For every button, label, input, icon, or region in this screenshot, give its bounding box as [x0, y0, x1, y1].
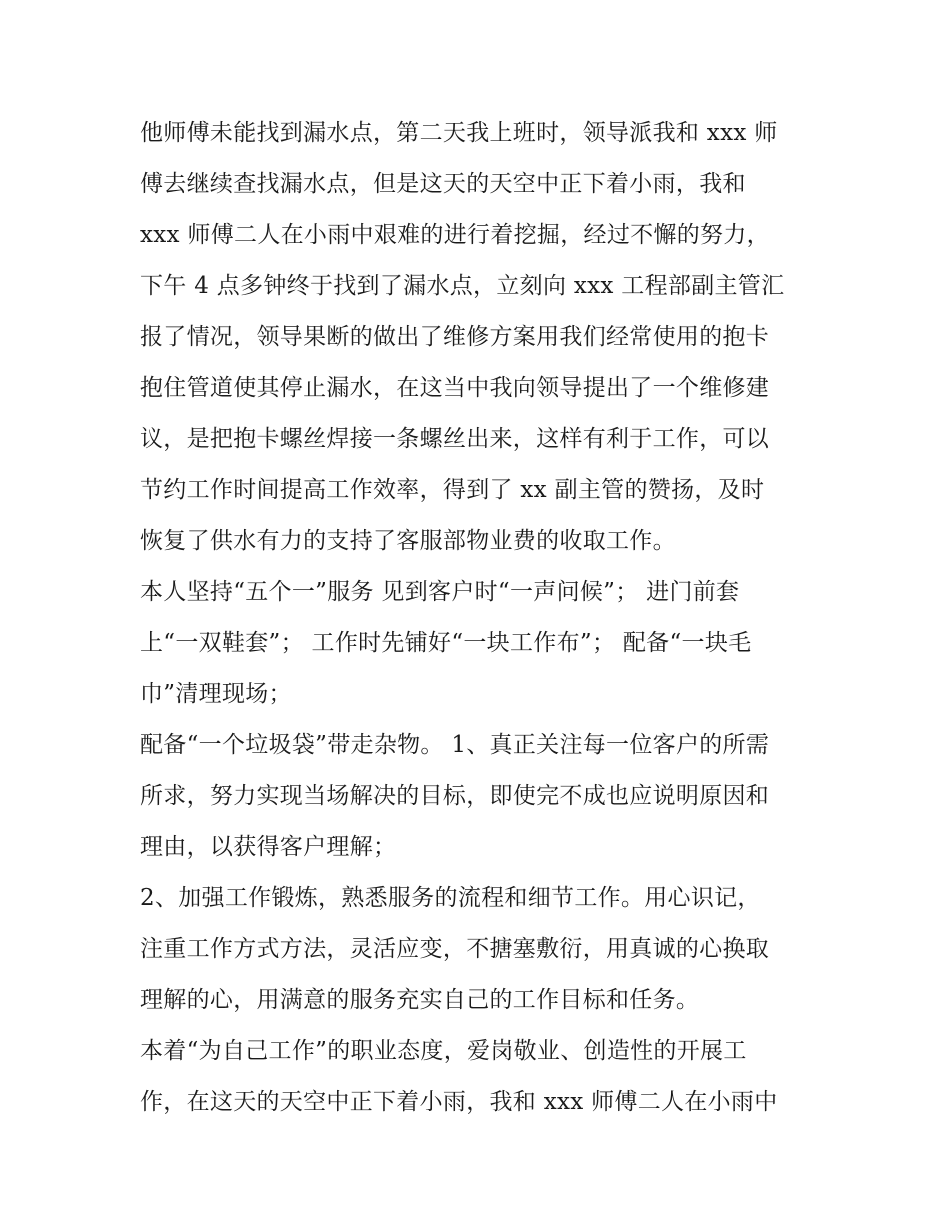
text-line: xxx 师傅二人在小雨中艰难的进行着挖掘，经过不懈的努力， — [140, 222, 770, 248]
text-line: 抱住管道使其停止漏水，在这当中我向领导提出了一个维修建 — [140, 375, 770, 401]
text-line: 议，是把抱卡螺丝焊接一条螺丝出来，这样有利于工作，可以 — [140, 426, 770, 452]
text-line: 配备“一个垃圾袋”带走杂物。 1、真正关注每一位客户的所需 — [140, 732, 770, 758]
text-line: 巾”清理现场； — [140, 681, 292, 707]
text-line: 所求，努力实现当场解决的目标，即使完不成也应说明原因和 — [140, 783, 770, 809]
text-line: 报了情况，领导果断的做出了维修方案用我们经常使用的抱卡 — [140, 324, 770, 350]
text-line: 傅去继续查找漏水点，但是这天的天空中正下着小雨，我和 — [140, 171, 746, 197]
text-line: 恢复了供水有力的支持了客服部物业费的收取工作。 — [140, 528, 676, 554]
text-line: 2、加强工作锻炼，熟悉服务的流程和细节工作。用心识记， — [140, 885, 761, 911]
text-line: 上“一双鞋套”； 工作时先铺好“一块工作布”； 配备“一块毛 — [140, 630, 752, 656]
text-line: 理解的心，用满意的服务充实自己的工作目标和任务。 — [140, 987, 700, 1013]
text-line: 下午 4 点多钟终于找到了漏水点，立刻向 xxx 工程部副主管汇 — [140, 273, 785, 299]
text-line: 本着“为自己工作”的职业态度，爱岗敬业、创造性的开展工 — [140, 1038, 747, 1064]
text-line: 本人坚持“五个一”服务 见到客户时“一声问候”； 进门前套 — [140, 579, 740, 605]
document-body — [140, 108, 820, 1128]
text-line: 注重工作方式方法，灵活应变，不搪塞敷衍，用真诚的心换取 — [140, 936, 770, 962]
text-line: 作，在这天的天空中正下着小雨，我和 xxx 师傅二人在小雨中 — [140, 1089, 778, 1115]
text-line: 理由，以获得客户理解； — [140, 834, 397, 860]
text-line: 他师傅未能找到漏水点，第二天我上班时，领导派我和 xxx 师 — [140, 120, 778, 146]
text-line: 节约工作时间提高工作效率，得到了 xx 副主管的赞扬，及时 — [140, 477, 765, 503]
